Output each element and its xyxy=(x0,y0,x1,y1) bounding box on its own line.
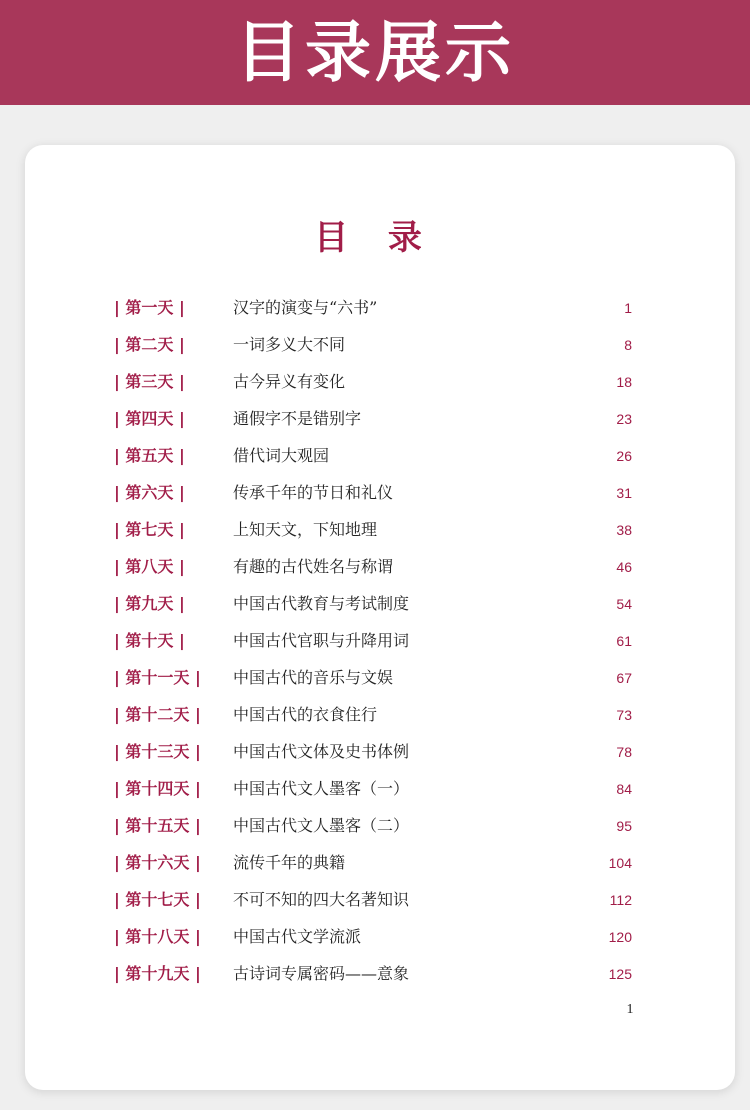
toc-entry-chapter: 中国古代的音乐与文娱 xyxy=(233,668,394,687)
toc-entry-chapter: 中国古代文学流派 xyxy=(233,927,362,946)
toc-entry-day: | 第三天 | xyxy=(114,372,185,391)
toc-entry-day: | 第十二天 | xyxy=(114,705,201,724)
toc-entry-chapter: 中国古代教育与考试制度 xyxy=(233,594,410,613)
toc-entry-chapter: 一词多义大不同 xyxy=(233,335,346,354)
toc-entry xyxy=(0,441,750,471)
footer-page-number: 1 xyxy=(626,1002,634,1017)
toc-entry-chapter: 借代词大观园 xyxy=(233,446,330,465)
toc-entry-page: 8 xyxy=(624,337,632,353)
toc-entry-day: | 第六天 | xyxy=(114,483,185,502)
toc-entry-page: 23 xyxy=(616,411,632,427)
toc-entry xyxy=(0,885,750,915)
toc-entry-page: 18 xyxy=(616,374,632,390)
toc-entry xyxy=(0,589,750,619)
toc-entry xyxy=(0,330,750,360)
toc-title: 目 录 xyxy=(314,218,436,258)
toc-entry-day: | 第五天 | xyxy=(114,446,185,465)
toc-entry-day: | 第十六天 | xyxy=(114,853,201,872)
toc-entry-page: 120 xyxy=(608,929,632,945)
toc-entry xyxy=(0,959,750,989)
toc-entry-page: 78 xyxy=(616,744,632,760)
toc-entry-day: | 第十七天 | xyxy=(114,890,201,909)
toc-entry xyxy=(0,737,750,767)
toc-entry-chapter: 古诗词专属密码——意象 xyxy=(233,964,410,983)
toc-entry xyxy=(0,293,750,323)
toc-entry-chapter: 通假字不是错别字 xyxy=(233,409,362,428)
toc-entry-page: 95 xyxy=(616,818,632,834)
toc-entry-day: | 第十八天 | xyxy=(114,927,201,946)
toc-entry xyxy=(0,478,750,508)
toc-entry-day: | 第八天 | xyxy=(114,557,185,576)
toc-entry xyxy=(0,404,750,434)
toc-entry-page: 46 xyxy=(616,559,632,575)
toc-entry-page: 31 xyxy=(616,485,632,501)
toc-entry-chapter: 中国古代的衣食住行 xyxy=(233,705,378,724)
toc-entry-day: | 第一天 | xyxy=(114,298,185,317)
toc-entry xyxy=(0,515,750,545)
toc-entry-page: 125 xyxy=(608,966,632,982)
toc-entry-day: | 第九天 | xyxy=(114,594,185,613)
toc-entry-chapter: 上知天文，下知地理 xyxy=(233,520,378,539)
toc-entry-page: 73 xyxy=(616,707,632,723)
toc-entry-day: | 第四天 | xyxy=(114,409,185,428)
toc-entry-chapter: 中国古代文人墨客（二） xyxy=(233,816,410,835)
toc-entry-chapter: 中国古代文体及史书体例 xyxy=(233,742,410,761)
toc-entry-chapter: 中国古代官职与升降用词 xyxy=(233,631,410,650)
toc-entry-page: 38 xyxy=(616,522,632,538)
toc-entry-day: | 第七天 | xyxy=(114,520,185,539)
toc-entry xyxy=(0,663,750,693)
toc-entry-chapter: 流传千年的典籍 xyxy=(233,853,346,872)
toc-entry-page: 26 xyxy=(616,448,632,464)
toc-entry-day: | 第二天 | xyxy=(114,335,185,354)
toc-entry-page: 67 xyxy=(616,670,632,686)
toc-entry xyxy=(0,367,750,397)
banner-title: 目录展示 xyxy=(235,13,515,91)
toc-entry-chapter: 有趣的古代姓名与称谓 xyxy=(233,557,394,576)
toc-entry xyxy=(0,700,750,730)
toc-entry-page: 112 xyxy=(609,892,632,908)
toc-entry-chapter: 古今异义有变化 xyxy=(233,372,346,391)
toc-entry xyxy=(0,848,750,878)
toc-entry xyxy=(0,626,750,656)
toc-entry-day: | 第十五天 | xyxy=(114,816,201,835)
toc-entry-chapter: 不可不知的四大名著知识 xyxy=(233,890,410,909)
toc-entry-day: | 第十一天 | xyxy=(114,668,201,687)
toc-entry xyxy=(0,811,750,841)
toc-entry xyxy=(0,552,750,582)
toc-entry-page: 1 xyxy=(624,300,632,316)
toc-entry-day: | 第十三天 | xyxy=(114,742,201,761)
header-banner xyxy=(0,0,750,105)
toc-entry-chapter: 中国古代文人墨客（一） xyxy=(233,779,410,798)
toc-entry-day: | 第十天 | xyxy=(114,631,185,650)
toc-entry-day: | 第十九天 | xyxy=(114,964,201,983)
toc-entry-page: 61 xyxy=(616,633,632,649)
toc-entry-page: 104 xyxy=(608,855,632,871)
toc-entry-chapter: 传承千年的节日和礼仪 xyxy=(233,483,394,502)
toc-entry-page: 54 xyxy=(616,596,632,612)
toc-entry-day: | 第十四天 | xyxy=(114,779,201,798)
toc-entry-page: 84 xyxy=(616,781,632,797)
toc-entry-chapter: 汉字的演变与“六书” xyxy=(233,298,378,317)
toc-entry xyxy=(0,774,750,804)
toc-entry xyxy=(0,922,750,952)
